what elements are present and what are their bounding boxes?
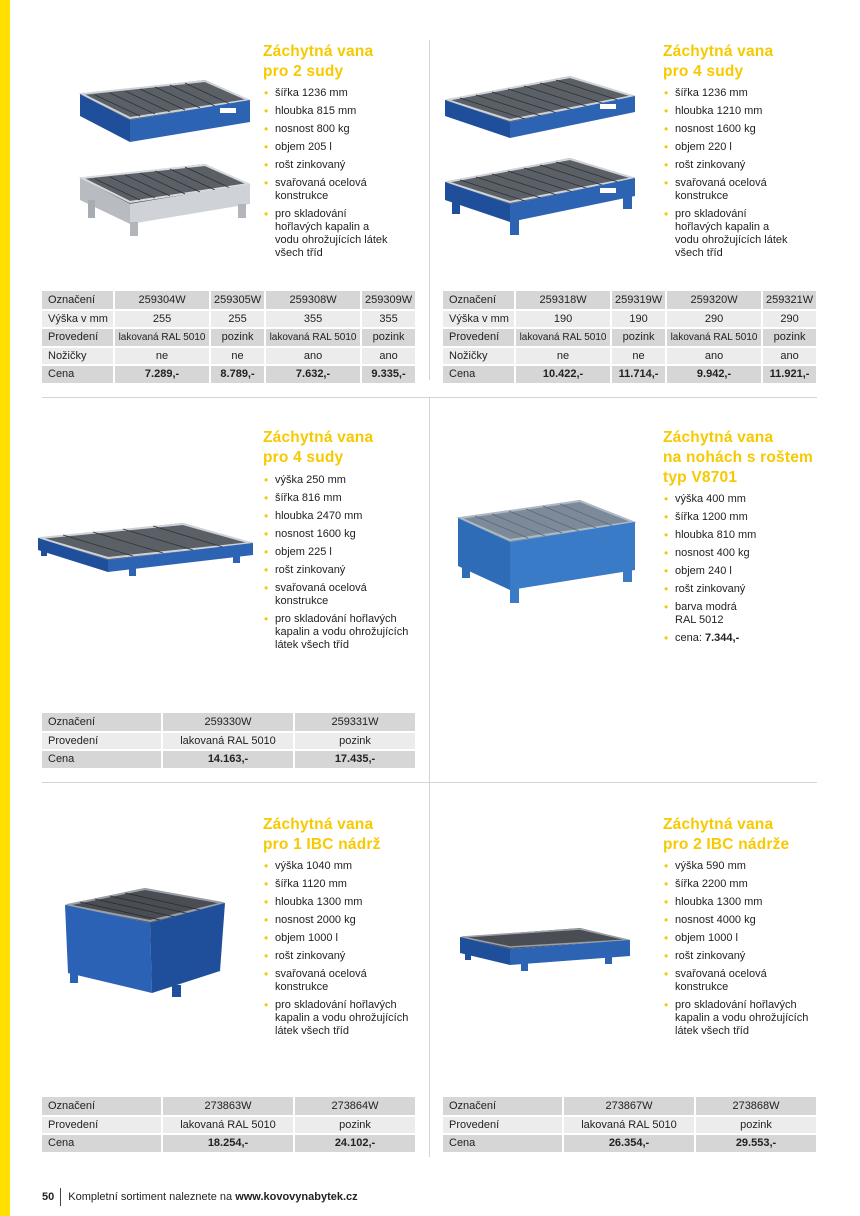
blue-tub-image (70, 72, 255, 144)
spec-item: • nosnost 400 kg (663, 547, 813, 560)
table-cell: ano (762, 347, 817, 366)
table-cell: 190 (611, 310, 666, 329)
spec-list (263, 87, 413, 265)
table-cell: 273863W (162, 1097, 294, 1116)
spec-item: • rošt zinkovaný (263, 950, 423, 963)
price-cell: 17.435,- (294, 750, 416, 769)
title-line: Záchytná vana (663, 816, 774, 833)
table-cell: 259320W (666, 291, 762, 310)
table-cell: 255 (210, 310, 265, 329)
spec-item: • pro skladování hořlavých kapalin a vodu ohrožujících látek všech tříd (263, 613, 423, 652)
page-number: 50 (42, 1191, 55, 1203)
table-cell: pozink (294, 1116, 416, 1135)
table-cell: pozink (762, 328, 817, 347)
table-cell: 259305W (210, 291, 265, 310)
table-cell: pozink (695, 1116, 817, 1135)
spec-item: • objem 240 l (663, 565, 813, 578)
table-label: Označení (443, 291, 515, 310)
table-label: Označení (42, 713, 162, 732)
blue-tub-legs-image (440, 152, 640, 237)
table-cell: 259304W (114, 291, 210, 310)
spec-item: • objem 225 l (263, 546, 423, 559)
footer-separator (60, 1188, 61, 1206)
table-label: Provedení (443, 1116, 563, 1135)
price-cell: 10.422,- (515, 365, 611, 384)
table-cell: 259331W (294, 713, 416, 732)
title-line: Záchytná vana (663, 429, 774, 446)
title-line: pro 4 sudy (663, 63, 744, 80)
spec-item: • hloubka 2470 mm (263, 510, 423, 523)
price-cell: 8.789,- (210, 365, 265, 384)
title-line: pro 2 IBC nádrže (663, 836, 790, 853)
table-label: Cena (42, 365, 114, 384)
table-cell: ne (611, 347, 666, 366)
spec-item: • objem 205 l (263, 141, 413, 154)
table-cell: 259321W (762, 291, 817, 310)
product-title (263, 428, 373, 468)
table-label: Nožičky (443, 347, 515, 366)
spec-item: • šířka 1120 mm (263, 878, 423, 891)
table-cell: pozink (294, 732, 416, 751)
spec-item: • hloubka 810 mm (663, 529, 813, 542)
price-table (42, 713, 417, 770)
spec-item: • nosnost 2000 kg (263, 914, 423, 927)
spec-item: • svařovaná ocelová konstrukce (263, 177, 383, 203)
long-blue-tub-image (33, 518, 258, 583)
table-cell: 190 (515, 310, 611, 329)
table-label: Označení (42, 291, 114, 310)
table-cell: 355 (361, 310, 416, 329)
title-line: Záchytná vana (263, 43, 374, 60)
table-cell: 259308W (265, 291, 361, 310)
spec-item: • rošt zinkovaný (663, 159, 813, 172)
price-cell: 24.102,- (294, 1134, 416, 1153)
spec-item: • objem 1000 l (263, 932, 423, 945)
spec-item: • svařovaná ocelová konstrukce (263, 968, 383, 994)
spec-item: • hloubka 815 mm (263, 105, 413, 118)
table-cell: lakovaná RAL 5010 (162, 732, 294, 751)
spec-list (663, 87, 813, 265)
spec-item: • hloubka 1300 mm (663, 896, 823, 909)
spec-item: • nosnost 800 kg (263, 123, 413, 136)
table-label: Cena (42, 1134, 162, 1153)
page-footer (42, 1188, 358, 1206)
spec-item: • pro skladování hořlavých kapalin a vodu ohrožujících látek všech tříd (663, 999, 823, 1038)
table-cell: lakovaná RAL 5010 (162, 1116, 294, 1135)
spec-item: • pro skladování hořlavých kapalin a vodu ohrožujících látek všech tříd (263, 208, 388, 260)
table-label: Provedení (42, 732, 162, 751)
blue-tub-on-legs-image (450, 490, 645, 605)
spec-item: • nosnost 1600 kg (663, 123, 813, 136)
price-cell: 26.354,- (563, 1134, 695, 1153)
title-line: Záchytná vana (263, 429, 374, 446)
blue-tub-image (440, 70, 640, 142)
title-line: pro 4 sudy (263, 449, 344, 466)
spec-item: • hloubka 1300 mm (263, 896, 423, 909)
table-label: Provedení (42, 1116, 162, 1135)
price-cell: 7.289,- (114, 365, 210, 384)
table-label: Výška v mm (443, 310, 515, 329)
product-title (663, 428, 813, 488)
website-link[interactable]: www.kovovynabytek.cz (235, 1191, 358, 1203)
spec-item: • šířka 1236 mm (663, 87, 813, 100)
column-divider-1 (429, 40, 430, 380)
product-title (663, 42, 773, 82)
spec-item: • výška 400 mm (663, 493, 813, 506)
table-cell: 259319W (611, 291, 666, 310)
spec-item: • rošt zinkovaný (663, 583, 813, 596)
spec-item: • svařovaná ocelová konstrukce (663, 177, 783, 203)
spec-item: • šířka 816 mm (263, 492, 423, 505)
price-cell: 18.254,- (162, 1134, 294, 1153)
spec-item: • šířka 2200 mm (663, 878, 823, 891)
spec-item: • objem 220 l (663, 141, 813, 154)
wide-ibc-tub-image (455, 925, 635, 980)
spec-item: • výška 250 mm (263, 474, 423, 487)
table-cell: pozink (210, 328, 265, 347)
price-table (42, 1097, 417, 1154)
table-cell: 259309W (361, 291, 416, 310)
price-label: cena: (675, 632, 702, 644)
table-label: Cena (443, 365, 515, 384)
price-cell: 9.335,- (361, 365, 416, 384)
spec-item: • svařovaná ocelová konstrukce (263, 582, 383, 608)
table-cell: 355 (265, 310, 361, 329)
table-cell: ano (666, 347, 762, 366)
table-cell: ne (210, 347, 265, 366)
price-cell: 11.921,- (762, 365, 817, 384)
price-value: 7.344,- (704, 632, 740, 644)
spec-item: • výška 1040 mm (263, 860, 423, 873)
table-cell: 290 (762, 310, 817, 329)
table-cell: lakovaná RAL 5010 (563, 1116, 695, 1135)
table-cell: ano (361, 347, 416, 366)
table-label: Výška v mm (42, 310, 114, 329)
table-cell: ano (265, 347, 361, 366)
spec-list (663, 493, 813, 650)
spec-item: • pro skladování hořlavých kapalin a vodu ohrožujících látek všech tříd (663, 208, 788, 260)
table-cell: lakovaná RAL 5010 (114, 328, 210, 347)
table-cell: 259330W (162, 713, 294, 732)
table-label: Označení (443, 1097, 563, 1116)
table-cell: lakovaná RAL 5010 (265, 328, 361, 347)
table-cell: 273864W (294, 1097, 416, 1116)
column-divider-2 (429, 397, 430, 782)
table-cell: lakovaná RAL 5010 (515, 328, 611, 347)
yellow-edge-stripe (0, 0, 10, 1216)
table-label: Provedení (443, 328, 515, 347)
spec-item: • svařovaná ocelová konstrukce (663, 968, 783, 994)
title-line: na nohách s roštem (663, 449, 814, 466)
price-cell: 14.163,- (162, 750, 294, 769)
spec-item: • nosnost 1600 kg (263, 528, 423, 541)
product-title (263, 42, 373, 82)
table-label: Nožičky (42, 347, 114, 366)
spec-item: • nosnost 4000 kg (663, 914, 823, 927)
table-label: Označení (42, 1097, 162, 1116)
table-cell: ne (114, 347, 210, 366)
price-cell: 7.632,- (265, 365, 361, 384)
spec-item: • pro skladování hořlavých kapalin a vodu ohrožujících látek všech tříd (263, 999, 423, 1038)
table-label: Cena (443, 1134, 563, 1153)
spec-item: • barva modrá RAL 5012 (663, 601, 743, 627)
price-cell: 11.714,- (611, 365, 666, 384)
title-line: Záchytná vana (263, 816, 374, 833)
price-cell: 29.553,- (695, 1134, 817, 1153)
spec-item: • šířka 1200 mm (663, 511, 813, 524)
table-cell: pozink (611, 328, 666, 347)
spec-item: • hloubka 1210 mm (663, 105, 813, 118)
column-divider-3 (429, 782, 430, 1157)
spec-list (263, 474, 423, 657)
table-cell: lakovaná RAL 5010 (666, 328, 762, 347)
spec-item: • objem 1000 l (663, 932, 823, 945)
ibc-tub-image (60, 885, 230, 1005)
table-cell: ne (515, 347, 611, 366)
spec-item: • rošt zinkovaný (263, 159, 413, 172)
spec-item-price (663, 632, 813, 645)
price-cell: 9.942,- (666, 365, 762, 384)
title-line: pro 2 sudy (263, 63, 344, 80)
product-title (263, 815, 381, 855)
price-table (443, 291, 818, 385)
footer-text: Kompletní sortiment naleznete na (68, 1191, 233, 1203)
spec-list (663, 860, 823, 1043)
table-cell: 273868W (695, 1097, 817, 1116)
spec-list (263, 860, 423, 1043)
price-table (443, 1097, 818, 1154)
spec-item: • výška 590 mm (663, 860, 823, 873)
price-table (42, 291, 417, 385)
galvanized-tub-image (70, 158, 255, 238)
spec-item: • rošt zinkovaný (663, 950, 823, 963)
title-line: pro 1 IBC nádrž (263, 836, 381, 853)
spec-item: • rošt zinkovaný (263, 564, 423, 577)
product-title (663, 815, 789, 855)
table-cell: 259318W (515, 291, 611, 310)
table-cell: 273867W (563, 1097, 695, 1116)
table-cell: 255 (114, 310, 210, 329)
table-label: Cena (42, 750, 162, 769)
title-line: typ V8701 (663, 469, 738, 486)
table-cell: pozink (361, 328, 416, 347)
table-label: Provedení (42, 328, 114, 347)
spec-item: • šířka 1236 mm (263, 87, 413, 100)
title-line: Záchytná vana (663, 43, 774, 60)
table-cell: 290 (666, 310, 762, 329)
